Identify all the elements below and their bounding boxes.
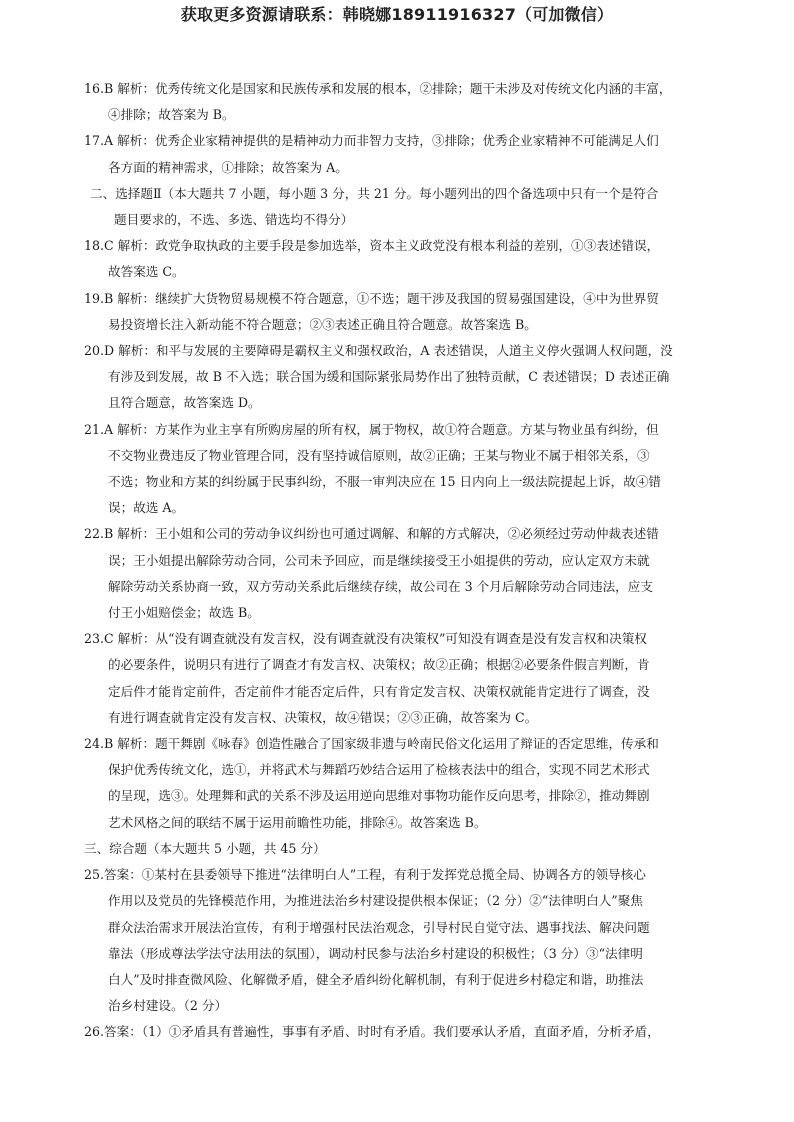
answer-item-q19 [84,286,724,338]
text-line: 题目要求的，不选、多选、错选均不得分） [114,212,354,228]
text-line: 保护优秀传统文化，选①，并将武术与舞蹈巧妙结合运用了检核表法中的组合，实现不同艺术形式 [108,762,650,778]
text-line: 三、综合题（本大题共 5 小题，共 45 分） [84,840,326,856]
text-line: 定后件才能肯定前件，否定前件才能否定后件，只有肯定发言权、决策权就能肯定进行了调查，没 [108,683,650,699]
text-line: 各方面的精神需求，①排除；故答案为 A。 [108,159,348,175]
answer-item-q18 [84,233,724,285]
text-line: 不交物业费违反了物业管理合同，没有坚持诚信原则，故②正确；王某与物业不属于相邻关系，③ [108,447,650,463]
contact-header: 获取更多资源请联系：韩晓娜18911916327（可加微信） [180,5,614,24]
text-line: 付王小姐赔偿金；故选 B。 [108,605,260,621]
text-line: 17.A 解析：优秀企业家精神提供的是精神动力而非智力支持，③排除；优秀企业家精神不可能满足人们 [84,133,659,149]
text-line: 18.C 解析：政党争取执政的主要手段是参加选举，资本主义政党没有根本利益的差别，①③表述错误， [84,238,660,254]
text-line: 的呈现，选③。处理舞和武的关系不涉及运用逆向思维对事物功能作反向思考，排除②，推动舞剧 [108,788,650,804]
text-line: 群众法治需求开展法治宣传，有利于增强村民法治观念，引导村民自觉守法、遇事找法、解决问题 [108,919,650,935]
text-line: 白人”及时排查微风险、化解微矛盾，健全矛盾纠纷化解机制，有利于促进乡村稳定和谐，助推法 [108,971,644,987]
answer-item-q26 [84,1019,724,1045]
text-line: 20.D 解析：和平与发展的主要障碍是霸权主义和强权政治，A 表述错误，人道主义停火强调人权问题，没 [84,343,673,359]
answer-content [84,76,724,1046]
answer-item-q25 [84,862,724,1019]
answer-item-q23 [84,626,724,731]
text-line: ④排除；故答案为 B。 [108,107,235,123]
text-line: 25.答案：①某村在县委领导下推进“法律明白人”工程，有利于发挥党总揽全局、协调各方的领导核心 [84,867,646,883]
section-heading-section2 [84,181,724,233]
text-line: 故答案选 C。 [108,264,185,280]
section-heading-section3 [84,836,724,862]
text-line: 作用以及党员的先锋模范作用，为推进法治乡村建设提供根本保证；（2 分）②“法律明白人”聚焦 [108,893,643,909]
text-line: 22.B 解析：王小姐和公司的劳动争议纠纷也可通过调解、和解的方式解决，②必须经过劳动仲裁表述错 [84,526,659,542]
text-line: 且符合题意，故答案选 D。 [108,395,261,411]
text-line: 靠法（形成尊法学法守法用法的氛围），调动村民参与法治乡村建设的积极性；（3 分）③“法律明 [108,945,643,961]
text-line: 有涉及到发展，故 B 不入选；联合国为缓和国际紧张局势作出了独特贡献，C 表述错误；D 表述正确 [108,369,670,385]
answer-item-q22 [84,521,724,626]
answer-item-q24 [84,731,724,836]
text-line: 21.A 解析：方某作为业主享有所购房屋的所有权，属于物权，故①符合题意。方某与物业虽有纠纷，但 [84,421,659,437]
text-line: 不选；物业和方某的纠纷属于民事纠纷，不服一审判决应在 15 日内向上一级法院提起上诉，故④错 [108,474,661,490]
text-line: 19.B 解析：继续扩大货物贸易规模不符合题意，①不选；题干涉及我国的贸易强国建设，④中为世界贸 [84,290,659,306]
answer-item-q17 [84,128,724,180]
answer-item-q21 [84,417,724,522]
answer-item-q20 [84,338,724,417]
text-line: 解除劳动关系协商一致，双方劳动关系此后继续存续，故公司在 3 个月后解除劳动合同违法，应支 [108,578,653,594]
text-line: 易投资增长注入新动能不符合题意；②③表述正确且符合题意。故答案选 B。 [108,316,537,332]
text-line: 艺术风格之间的联结不属于运用前瞻性功能，排除④。故答案选 B。 [108,814,487,830]
text-line: 误；故选 A。 [108,500,185,516]
text-line: 二、选择题Ⅱ（本大题共 7 小题，每小题 3 分，共 21 分。每小题列出的四个备选项中只有一个是符合 [90,185,659,201]
text-line: 的必要条件，说明只有进行了调查才有发言权、决策权；故②正确；根据②必要条件假言判断，肯 [108,657,650,673]
text-line: 误；王小姐提出解除劳动合同，公司未予回应，而是继续接受王小姐提供的劳动，应认定双方未就 [108,552,650,568]
text-line: 24.B 解析：题干舞剧《咏春》创造性融合了国家级非遗与岭南民俗文化运用了辩证的否定思维，传承和 [84,736,659,752]
text-line: 23.C 解析：从“没有调查就没有发言权，没有调查就没有决策权”可知没有调查是没有发言权和决策权 [84,631,647,647]
text-line: 16.B 解析：优秀传统文化是国家和民族传承和发展的根本，②排除；题干未涉及对传统文化内涵的丰富， [84,81,672,96]
text-line: 有进行调查就肯定没有发言权、决策权，故④错误；②③正确，故答案为 C。 [108,709,538,725]
answer-item-q16 [84,76,724,128]
text-line: 治乡村建设。（2 分） [108,998,228,1014]
text-line: 26.答案：（1）①矛盾具有普遍性，事事有矛盾、时时有矛盾。我们要承认矛盾，直面矛盾，分析矛盾， [84,1024,660,1040]
